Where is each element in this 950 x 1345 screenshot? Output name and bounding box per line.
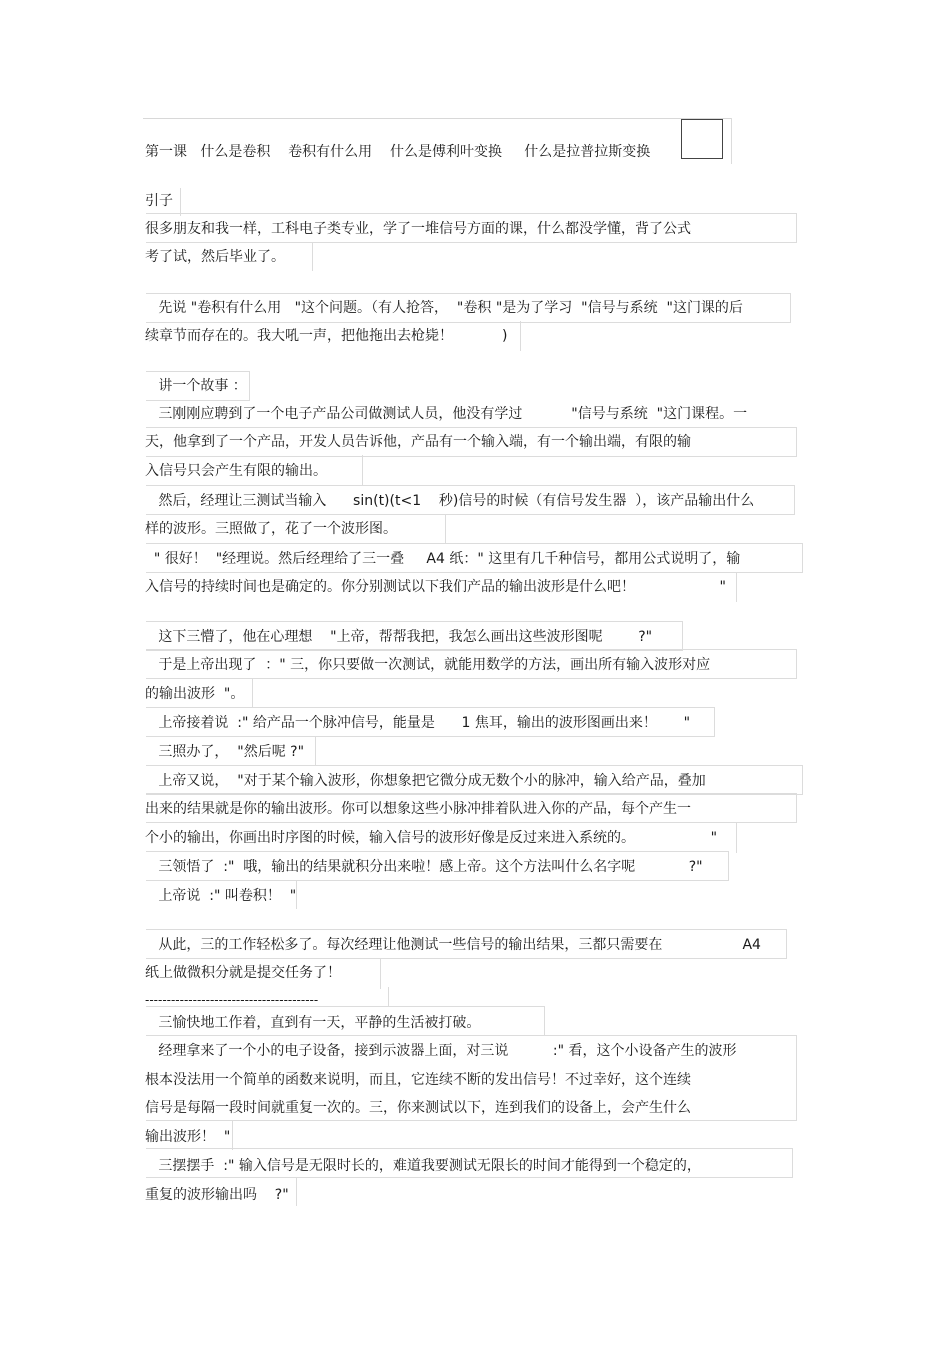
- text-line: 这下三懵了，他在心理想 "上帝，帮帮我把，我怎么画出这些波形图呢 ?": [145, 629, 653, 645]
- text-line: 上帝说 :" 叫卷积！ ": [145, 888, 297, 904]
- text-line: 重复的波形输出吗 ?": [145, 1187, 289, 1203]
- frame-10: [445, 514, 446, 544]
- frame-3: [312, 243, 313, 271]
- text-line: 然后，经理让三测试当输入 sin(t)(t<1 秒)信号的时候（有信号发生器 ），该产品输出什么: [145, 493, 755, 509]
- text-line: 出来的结果就是你的输出波形。你可以想象这些小脉冲排着队进入你的产品，每个产生一: [145, 801, 691, 817]
- frame-17: [315, 737, 316, 765]
- text-line: 续章节而存在的。我大吼一声，把他拖出去枪毙！ ): [145, 328, 508, 344]
- title-empty-box: [681, 119, 723, 159]
- text-line: 于是上帝出现了 ：" 三，你只要做一次测试，就能用数学的方法，画出所有输入波形对应: [145, 657, 711, 673]
- lesson-title: 第一课 什么是卷积 卷积有什么用 什么是傅利叶变换 什么是拉普拉斯变换: [145, 144, 651, 160]
- text-line: 考了试，然后毕业了。: [145, 249, 285, 265]
- title-right-edge: [731, 118, 732, 164]
- text-line: 先说 "卷积有什么用 "这个问题。（有人抢答， "卷积 "是为了学习 "信号与系统 "这门课的后: [145, 300, 743, 316]
- text-line: 三刚刚应聘到了一个电子产品公司做测试人员，他没有学过 "信号与系统 "这门课程。一: [145, 406, 748, 422]
- text-line: " 很好！ "经理说。然后经理给了三一叠 A4 纸：" 这里有几千种信号，都用公式说明了，输: [145, 551, 741, 567]
- text-line: 纸上做微积分就是提交任务了！: [145, 965, 341, 981]
- text-line: 根本没法用一个简单的函数来说明，而且，它连续不断的发出信号！不过幸好，这个连续: [145, 1072, 691, 1088]
- frame-24: [380, 959, 381, 989]
- frame-5: [520, 321, 521, 351]
- section-heading-intro: 引子: [145, 193, 173, 209]
- frame-15: [252, 679, 253, 707]
- text-line: 样的波形。三照做了，花了一个波形图。: [145, 521, 397, 537]
- frame-1: [180, 188, 181, 216]
- text-line: 上帝接着说 :" 给产品一个脉冲信号，能量是 1 焦耳，输出的波形图画出来！ ": [145, 715, 691, 731]
- text-line: 个小的输出，你画出时序图的时候，输入信号的波形好像是反过来进入系统的。 ": [145, 830, 718, 846]
- frame-12: [736, 572, 737, 602]
- text-line: 三摆摆手 :" 输入信号是无限时长的，难道我要测试无限长的时间才能得到一个稳定的，: [145, 1158, 701, 1174]
- text-line: 入信号的持续时间也是确定的。你分别测试以下我们产品的输出波形是什么吧！ ": [145, 579, 726, 595]
- frame-30: [296, 1178, 297, 1206]
- text-line: 三照办了， "然后呢 ?": [145, 744, 305, 760]
- frame-25: [388, 987, 389, 1007]
- top-rule: [143, 118, 731, 119]
- frame-20: [736, 823, 737, 853]
- text-line: 入信号只会产生有限的输出。: [145, 463, 327, 479]
- dashed-separator: ----------------------------------------: [145, 993, 319, 1007]
- text-line: 讲一个故事 ：: [145, 378, 247, 394]
- text-line: 很多朋友和我一样，工科电子类专业，学了一堆信号方面的课，什么都没学懂，背了公式: [145, 221, 691, 237]
- text-line: 三领悟了 :" 哦，输出的结果就积分出来啦！感上帝。这个方法叫什么名字呢 ?": [145, 859, 703, 875]
- text-line: 上帝又说， "对于某个输入波形，你想象把它微分成无数个小的脉冲，输入给产品，叠加: [145, 773, 706, 789]
- text-line: 三愉快地工作着，直到有一天，平静的生活被打破。: [145, 1015, 481, 1031]
- frame-8: [362, 455, 363, 485]
- text-line: 信号是每隔一段时间就重复一次的。三，你来测试以下，连到我们的设备上，会产生什么: [145, 1100, 691, 1116]
- frame-28: [232, 1120, 233, 1150]
- text-line: 输出波形！ ": [145, 1129, 231, 1145]
- text-line: 经理拿来了一个小的电子设备，接到示波器上面，对三说 :" 看，这个小设备产生的波形: [145, 1043, 737, 1059]
- text-line: 的输出波形 "。: [145, 686, 245, 702]
- text-line: 天，他拿到了一个产品，开发人员告诉他，产品有一个输入端，有一个输出端，有限的输: [145, 434, 691, 450]
- text-line: 从此，三的工作轻松多了。每次经理让他测试一些信号的输出结果，三都只需要在 A4: [145, 937, 761, 953]
